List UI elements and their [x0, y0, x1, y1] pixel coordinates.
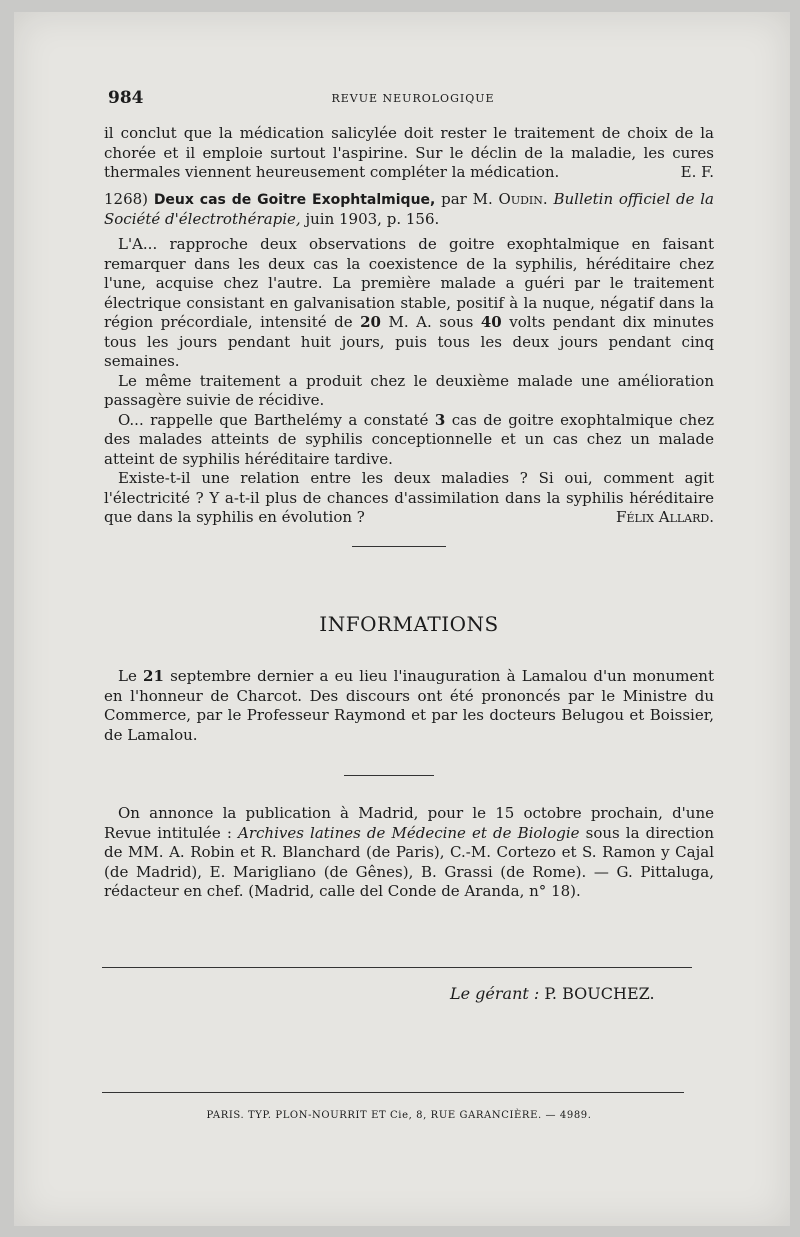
entry-source: Bulletin officiel de la Société d'électrothérapie,: [104, 190, 714, 228]
entry-paragraph-2: Le même traitement a produit chez le deuxième malade une amélioration passagère suivie de récidive.: [104, 371, 714, 409]
entry-heading: [104, 190, 714, 229]
manager-signature: [450, 984, 655, 1003]
information-item-1: Le 21 septembre dernier a eu lieu l'inauguration à Lamalou d'un monument en l'honneur de Charcot. Des discours ont été prononcés par le Ministre du Commerce, par le Professeur Raymond et par les docteurs Belugou et Boissier, de Lamalou.: [104, 667, 714, 744]
imprint-rule: [102, 1092, 684, 1093]
section-title-informations: INFORMATIONS: [319, 612, 499, 636]
entry-paragraph-4: Existe-t-il une relation entre les deux maladies ? Si oui, comment agit l'électricité ? Y a-t-il plus de chances d'assimilation dans la syphilis héréditaire que dans la syphilis en évolution ? Félix Allard.: [104, 469, 714, 526]
entry-date-pages: juin 1903, p. 156.: [305, 210, 440, 228]
previous-entry-signature: E. F.: [680, 163, 714, 181]
separator-rule: [352, 546, 446, 547]
printer-imprint: PARIS. TYP. PLON-NOURRIT ET Cie, 8, RUE GARANCIÈRE. — 4989.: [206, 1110, 592, 1121]
review-entry: [104, 190, 714, 528]
entry-number: 1268): [104, 190, 149, 208]
entry-signature: Félix Allard.: [616, 508, 714, 526]
previous-entry-body: il conclut que la médication salicylée doit rester le traitement de choix de la chorée et il emploie surtout l'aspirine. Sur le déclin de la maladie, les cures thermales viennent heureusement compléter la médication.: [104, 124, 714, 181]
entry-author: Oudin.: [498, 190, 548, 208]
entry-paragraph-1: L'A... rapproche deux observations de goitre exophtalmique en faisant remarquer dans les deux cas la coexistence de la syphilis, héréditaire chez l'une, acquise chez l'autre. La première malade a guéri par le traitement électrique consistant en galvanisation stable, positif à la nuque, négatif dans la région précordiale, intensité de 20 M. A. sous 40 volts pendant dix minutes tous les jours pendant huit jours, puis tous les deux jours pendant cinq semaines.: [104, 235, 714, 370]
information-item-2: On annonce la publication à Madrid, pour le 15 octobre prochain, d'une Revue intitulée : Archives latines de Médecine et de Biologie sous la direction de MM. A. Robin et R. Blanchard (de Paris), C.-M. Cortezo et S. Ramon y Cajal (de Madrid), E. Marigliano (de Gênes), B. Grassi (de Rome). — G. Pittaluga, rédacteur en chef. (Madrid, calle del Conde de Aranda, n° 18).: [104, 804, 714, 900]
footer-rule: [102, 967, 692, 968]
journal-title: REVUE NEUROLOGIQUE: [331, 92, 495, 105]
page-number: 984: [108, 88, 144, 108]
entry-by: par M.: [441, 190, 493, 208]
running-head: [108, 88, 718, 112]
review-title-archives: Archives latines de Médecine et de Biologie: [238, 823, 580, 842]
entry-title: Deux cas de Goitre Exophtalmique,: [153, 192, 436, 208]
separator-rule-2: [344, 775, 434, 776]
previous-entry-text: [104, 124, 714, 183]
manager-name: P. BOUCHEZ.: [544, 984, 655, 1003]
manager-label: Le gérant :: [450, 984, 540, 1003]
entry-paragraph-3: O... rappelle que Barthelémy a constaté 3 cas de goitre exophtalmique chez des malades atteints de syphilis conceptionnelle et un cas chez un malade atteint de syphilis héréditaire tardive.: [104, 410, 714, 468]
page: [14, 12, 790, 1226]
